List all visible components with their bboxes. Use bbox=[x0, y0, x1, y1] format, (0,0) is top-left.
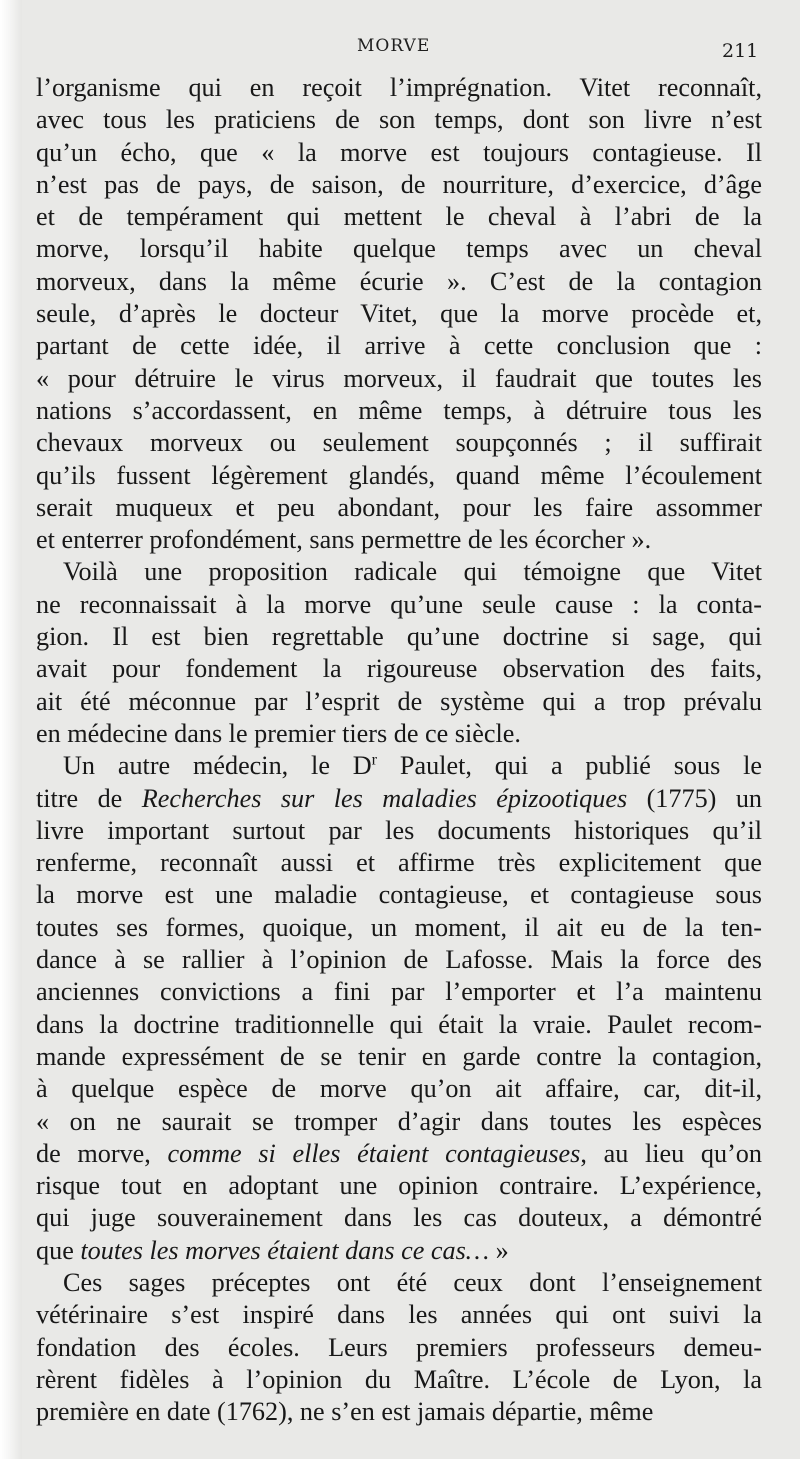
text-segment: que bbox=[36, 1235, 81, 1265]
text-segment: toutes ses formes, quoique, un moment, il ait eu de la ten- bbox=[36, 912, 762, 942]
italic-text: comme si elles étaient contagieuses bbox=[167, 1138, 581, 1168]
text-segment: vétérinaire s’est inspiré dans les années qui ont suivi la bbox=[36, 1300, 762, 1330]
text-segment: qu’ils fussent légèrement glandés, quand même l’écoulement bbox=[36, 460, 762, 490]
text-segment: fondation des écoles. Leurs premiers professeurs demeu- bbox=[36, 1332, 762, 1362]
page-gutter bbox=[0, 0, 22, 1459]
text-segment: qu’un écho, que « la morve est toujours contagieuse. Il bbox=[36, 137, 762, 167]
text-line bbox=[36, 686, 762, 718]
text-line bbox=[36, 783, 762, 815]
text-line bbox=[36, 330, 762, 362]
text-segment: gion. Il est bien regrettable qu’une doctrine si sage, qui bbox=[36, 622, 762, 652]
running-head-title: MORVE bbox=[357, 36, 431, 56]
text-line bbox=[36, 879, 762, 911]
text-line bbox=[36, 1332, 762, 1364]
text-segment: de morve, bbox=[36, 1138, 168, 1168]
text-segment: (1775) un bbox=[627, 783, 763, 813]
text-segment: Un autre médecin, le D bbox=[63, 751, 372, 781]
text-segment: titre de bbox=[36, 783, 142, 813]
text-line bbox=[36, 492, 762, 524]
text-line bbox=[36, 266, 762, 298]
text-line bbox=[36, 363, 762, 395]
text-line bbox=[36, 1009, 762, 1041]
text-segment: Voilà une proposition radicale qui témoigne que Vitet bbox=[63, 557, 762, 587]
paragraph bbox=[36, 1267, 762, 1428]
text-line bbox=[36, 847, 762, 879]
italic-text: Recherches sur les maladies épizootiques bbox=[141, 783, 628, 813]
text-segment: renferme, reconnaît aussi et affirme très explicitement que bbox=[36, 848, 762, 878]
text-segment: Ces sages préceptes ont été ceux dont l’enseignement bbox=[63, 1267, 762, 1297]
text-segment: risque tout en adoptant une opinion contraire. L’expérience, bbox=[36, 1171, 762, 1201]
text-segment: « pour détruire le virus morveux, il faudrait que toutes les bbox=[36, 363, 762, 393]
running-head bbox=[0, 30, 800, 64]
paragraph bbox=[36, 556, 762, 750]
text-line bbox=[36, 621, 762, 653]
text-segment: partant de cette idée, il arrive à cette conclusion que : bbox=[36, 331, 762, 361]
text-line bbox=[36, 72, 762, 104]
text-line bbox=[36, 750, 762, 782]
text-line bbox=[36, 460, 762, 492]
text-segment: avec tous les praticiens de son temps, dont son livre n’est bbox=[36, 105, 762, 135]
text-segment: morveux, dans la même écurie ». C’est de la contagion bbox=[36, 266, 762, 296]
text-segment: « on ne saurait se tromper d’agir dans toutes les espèces bbox=[36, 1106, 762, 1136]
text-segment: et enterrer profondément, sans permettre de les écorcher ». bbox=[36, 525, 652, 555]
text-line bbox=[36, 718, 762, 750]
paragraph bbox=[36, 750, 762, 1267]
text-line bbox=[36, 1364, 762, 1396]
text-segment: mande expressément de se tenir en garde contre la contagion, bbox=[36, 1041, 762, 1071]
text-line bbox=[36, 524, 762, 556]
text-segment: la morve est une maladie contagieuse, et contagieuse sous bbox=[36, 880, 762, 910]
body-text bbox=[36, 72, 762, 1428]
text-segment: n’est pas de pays, de saison, de nourriture, d’exercice, d’âge bbox=[36, 169, 762, 199]
text-segment: ait été méconnue par l’esprit de système qui a trop prévalu bbox=[36, 686, 762, 716]
text-segment: , au lieu qu’on bbox=[580, 1138, 762, 1168]
text-segment: à quelque espèce de morve qu’on ait affaire, car, dit-il, bbox=[36, 1074, 762, 1104]
text-line bbox=[36, 169, 762, 201]
italic-text: toutes les morves étaient dans ce cas… bbox=[80, 1235, 490, 1265]
text-segment: qui juge souverainement dans les cas douteux, a démontré bbox=[36, 1203, 762, 1233]
text-line bbox=[36, 1073, 762, 1105]
text-line bbox=[36, 1235, 762, 1267]
text-line bbox=[36, 944, 762, 976]
text-line bbox=[36, 1267, 762, 1299]
text-segment: première en date (1762), ne s’en est jamais départie, même bbox=[36, 1397, 654, 1427]
text-segment: chevaux morveux ou seulement soupçonnés ; il suffirait bbox=[36, 428, 762, 458]
text-segment: Paulet, qui a publié sous le bbox=[377, 751, 762, 781]
text-line bbox=[36, 298, 762, 330]
text-segment: anciennes convictions a fini par l’emporter et l’a maintenu bbox=[36, 977, 762, 1007]
text-line bbox=[36, 427, 762, 459]
text-segment: en médecine dans le premier tiers de ce siècle. bbox=[36, 718, 521, 748]
superscript-text: r bbox=[371, 750, 378, 769]
text-segment: livre important surtout par les documents historiques qu’il bbox=[36, 815, 762, 845]
text-segment: l’organisme qui en reçoit l’imprégnation. Vitet reconnaît, bbox=[36, 73, 762, 102]
text-segment: avait pour fondement la rigoureuse observation des faits, bbox=[36, 654, 762, 684]
text-segment: rèrent fidèles à l’opinion du Maître. L’école de Lyon, la bbox=[36, 1364, 762, 1394]
text-segment: dance à se rallier à l’opinion de Lafosse. Mais la force des bbox=[36, 945, 762, 975]
text-line bbox=[36, 653, 762, 685]
text-line bbox=[36, 201, 762, 233]
text-line bbox=[36, 233, 762, 265]
text-line bbox=[36, 1106, 762, 1138]
text-segment: et de tempérament qui mettent le cheval à l’abri de la bbox=[36, 202, 762, 232]
text-segment: ne reconnaissait à la morve qu’une seule cause : la conta- bbox=[36, 589, 762, 619]
text-segment: serait muqueux et peu abondant, pour les faire assommer bbox=[36, 492, 762, 522]
text-line bbox=[36, 1041, 762, 1073]
text-line bbox=[36, 1138, 762, 1170]
text-line bbox=[36, 1202, 762, 1234]
text-segment: » bbox=[489, 1235, 509, 1265]
text-line bbox=[36, 556, 762, 588]
text-line bbox=[36, 589, 762, 621]
text-line bbox=[36, 1170, 762, 1202]
text-line bbox=[36, 104, 762, 136]
text-segment: morve, lorsqu’il habite quelque temps avec un cheval bbox=[36, 234, 762, 264]
text-line bbox=[36, 137, 762, 169]
text-line bbox=[36, 976, 762, 1008]
text-line bbox=[36, 1299, 762, 1331]
text-line bbox=[36, 815, 762, 847]
text-segment: dans la doctrine traditionnelle qui était la vraie. Paulet recom- bbox=[36, 1009, 762, 1039]
text-segment: nations s’accordassent, en même temps, à détruire tous les bbox=[36, 395, 762, 425]
text-line bbox=[36, 395, 762, 427]
text-line bbox=[36, 1396, 762, 1428]
paragraph bbox=[36, 72, 762, 556]
page-number: 211 bbox=[722, 40, 759, 62]
text-line bbox=[36, 912, 762, 944]
text-segment: seule, d’après le docteur Vitet, que la morve procède et, bbox=[36, 299, 762, 329]
